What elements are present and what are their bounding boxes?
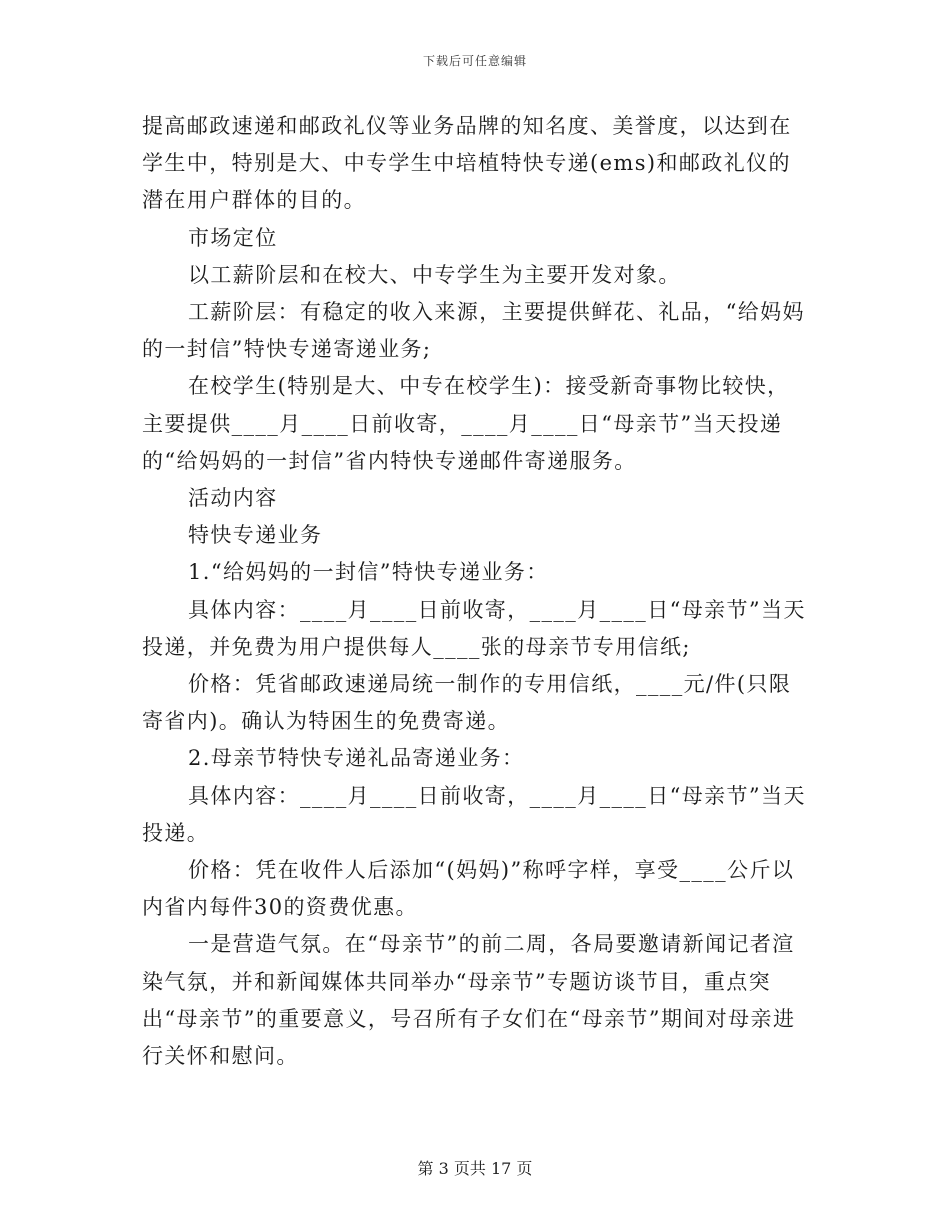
paragraph: 以工薪阶层和在校大、中专学生为主要开发对象。: [188, 262, 681, 287]
paragraph: 在校学生(特别是大、中专在校学生)：接受新奇事物比较快，主要提供____月____日前收寄，____月____日“母亲节”当天投递的“给妈妈的一封信”省内特快专递邮件寄递服务。: [142, 374, 790, 473]
page-footer: 第 3 页共 17 页: [417, 1159, 533, 1178]
list-item-heading: 2.母亲节特快专递礼品寄递业务：: [188, 746, 525, 771]
paragraph: 价格：凭省邮政速递局统一制作的专用信纸，____元/件(只限寄省内)。确认为特困生的免费寄递。: [142, 672, 792, 734]
paragraph: 具体内容：____月____日前收寄，____月____日“母亲节”当天投递，并免费为用户提供每人____张的母亲节专用信纸;: [142, 597, 806, 659]
list-item-heading: 1.“给妈妈的一封信”特快专递业务：: [188, 560, 549, 585]
paragraph: 具体内容：____月____日前收寄，____月____日“母亲节”当天投递。: [142, 783, 806, 845]
paragraph: 一是营造气氛。在“母亲节”的前二周，各局要邀请新闻记者渲染气氛，并和新闻媒体共同举办“母亲节”专题访谈节目，重点突出“母亲节”的重要意义，号召所有子女们在“母亲节”期间对母亲进行关怀和慰问。: [142, 932, 796, 1069]
paragraph: 市场定位: [188, 225, 278, 250]
document-body: [142, 108, 806, 1075]
paragraph: 工薪阶层：有稳定的收入来源，主要提供鲜花、礼品，“给妈妈的一封信”特快专递寄递业务;: [142, 300, 805, 362]
paragraph: 提高邮政速递和邮政礼仪等业务品牌的知名度、美誉度，以达到在学生中，特别是大、中专学生中培植特快专递(ems)和邮政礼仪的潜在用户群体的目的。: [142, 114, 792, 213]
paragraph: 价格：凭在收件人后添加“(妈妈)”称呼字样，享受____公斤以内省内每件30的资费优惠。: [142, 858, 795, 920]
section-heading: 特快专递业务: [188, 523, 323, 548]
page-header: 下载后可任意编辑: [422, 54, 527, 68]
section-heading: 活动内容: [188, 486, 278, 511]
